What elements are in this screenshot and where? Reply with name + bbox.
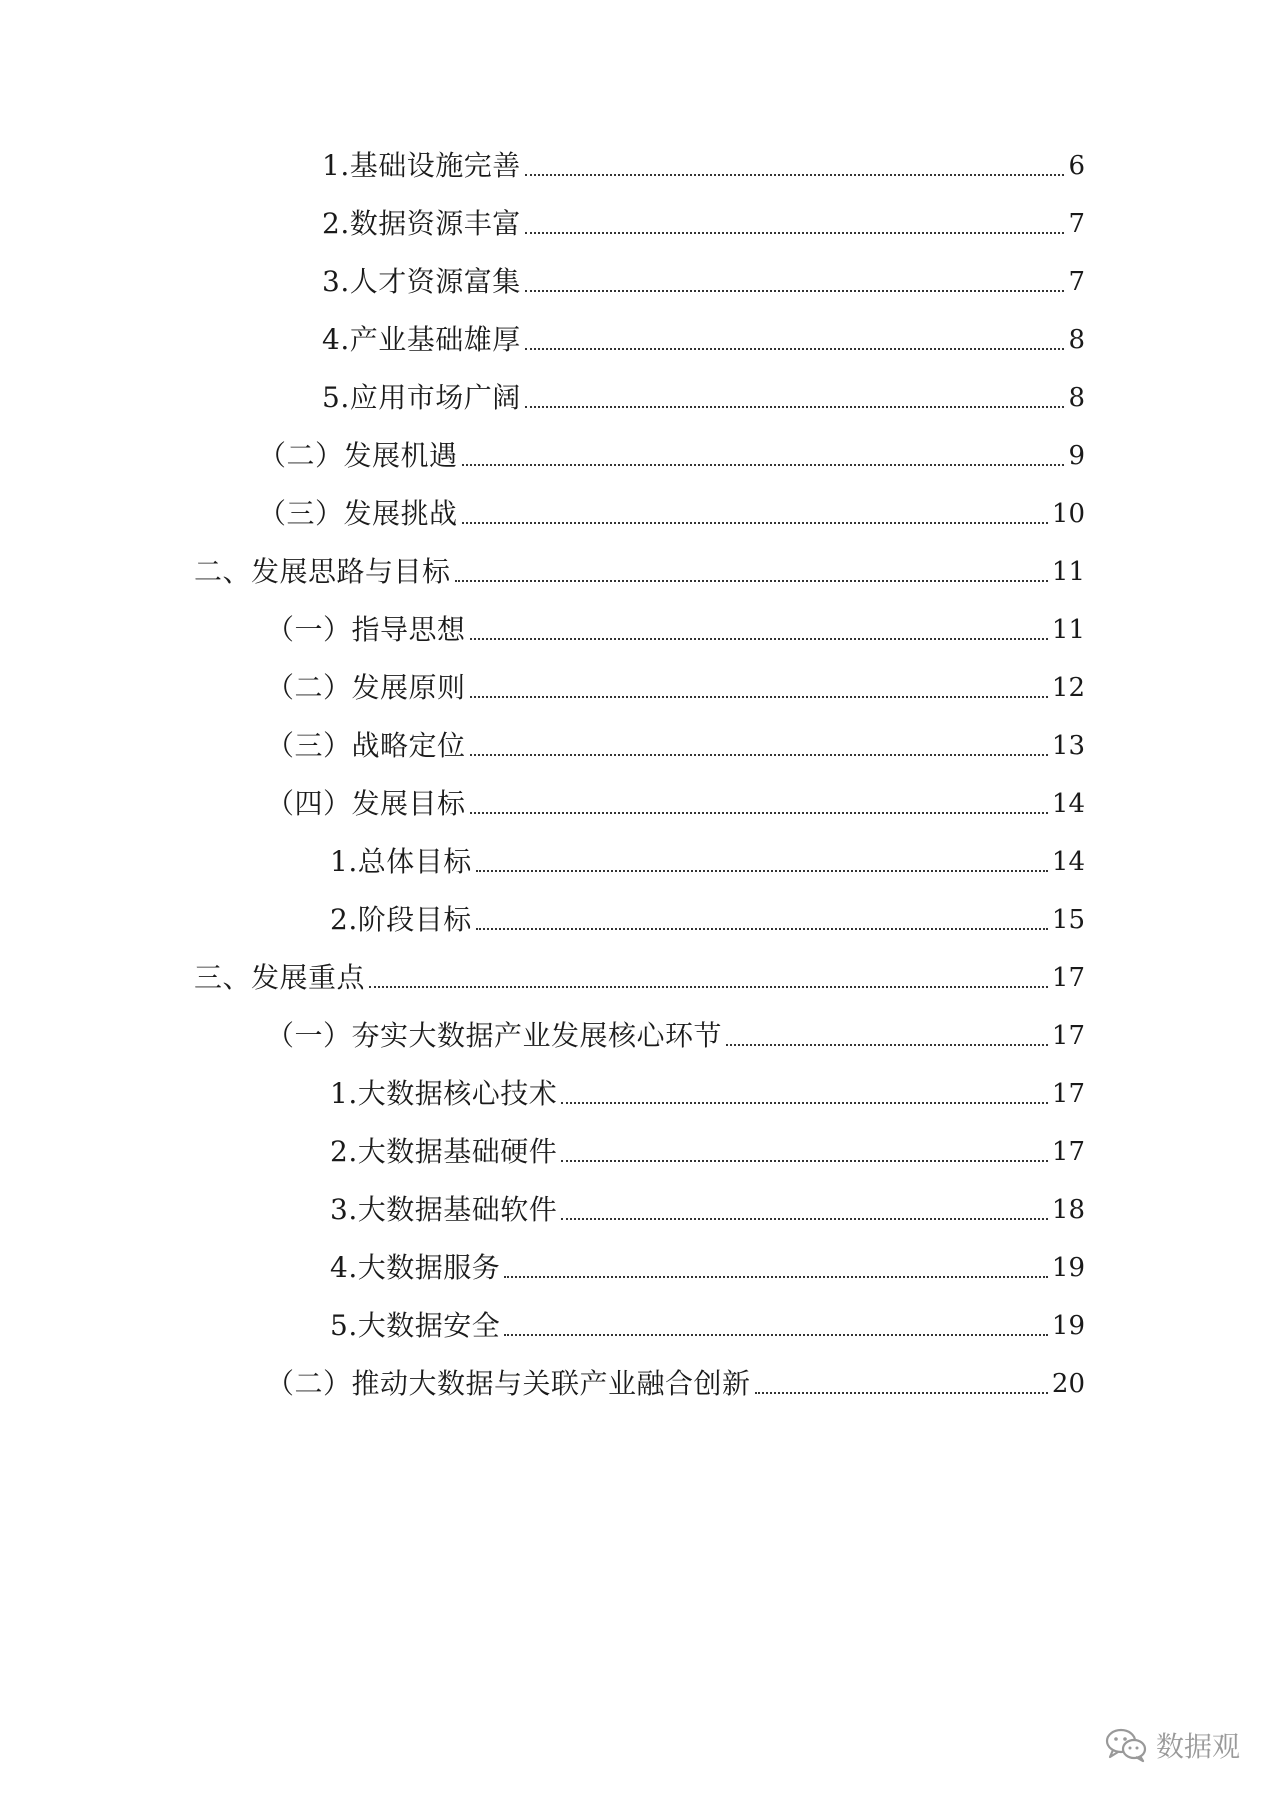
toc-entry[interactable] (0, 1016, 1085, 1056)
toc-entry-label: 1.基础设施完善 (322, 149, 521, 182)
toc-entry-label: （一）指导思想 (266, 613, 466, 646)
toc-leader-dots (561, 1160, 1048, 1162)
toc-entry[interactable] (0, 842, 1085, 882)
toc-entry-page: 18 (1051, 1195, 1085, 1225)
toc-leader-dots (561, 1102, 1048, 1104)
toc-leader-dots (525, 406, 1065, 408)
toc-entry-label: 5.应用市场广阔 (322, 381, 521, 414)
toc-entry-page: 13 (1051, 731, 1085, 761)
toc-entry-page: 15 (1051, 905, 1085, 935)
toc-entry[interactable] (0, 726, 1085, 766)
wechat-icon (1104, 1727, 1148, 1763)
toc-entry-label: （四）发展目标 (266, 787, 466, 820)
toc-leader-dots (470, 638, 1048, 640)
toc-entry-page: 19 (1051, 1311, 1085, 1341)
toc-entry-page: 6 (1068, 151, 1085, 181)
toc-leader-dots (470, 754, 1048, 756)
toc-entry-label: 3.大数据基础软件 (330, 1193, 558, 1226)
toc-entry-label: （二）发展机遇 (258, 439, 458, 472)
toc-entry[interactable] (0, 146, 1085, 186)
toc-leader-dots (476, 870, 1048, 872)
toc-entry-label: （三）战略定位 (266, 729, 466, 762)
toc-entry-label: 二、发展思路与目标 (194, 555, 451, 588)
toc-entry-page: 8 (1068, 383, 1085, 413)
toc-entry-page: 12 (1051, 673, 1085, 703)
toc-entry-label: 3.人才资源富集 (322, 265, 521, 298)
watermark-text: 数据观 (1155, 1730, 1240, 1763)
toc-entry-page: 17 (1051, 963, 1085, 993)
toc-leader-dots (525, 174, 1065, 176)
toc-entry[interactable] (0, 204, 1085, 244)
toc-entry[interactable] (0, 378, 1085, 418)
toc-entry-label: 2.大数据基础硬件 (330, 1135, 558, 1168)
toc-entry[interactable] (0, 1364, 1085, 1404)
toc-entry[interactable] (0, 1132, 1085, 1172)
toc-entry-label: 2.阶段目标 (330, 903, 472, 936)
toc-entry-label: （一）夯实大数据产业发展核心环节 (266, 1019, 723, 1052)
toc-leader-dots (561, 1218, 1048, 1220)
toc-entry-label: （二）推动大数据与关联产业融合创新 (266, 1367, 751, 1400)
toc-entry-label: 4.产业基础雄厚 (322, 323, 521, 356)
toc-entry-label: （三）发展挑战 (258, 497, 458, 530)
toc-entry-page: 11 (1051, 557, 1085, 587)
toc-entry[interactable] (0, 1074, 1085, 1114)
toc-leader-dots (470, 812, 1048, 814)
toc-entry[interactable] (0, 900, 1085, 940)
toc-entry-label: 4.大数据服务 (330, 1251, 501, 1284)
toc-leader-dots (462, 522, 1048, 524)
toc-leader-dots (525, 348, 1065, 350)
toc-entry-label: 1.总体目标 (330, 845, 472, 878)
toc-leader-dots (504, 1334, 1048, 1336)
toc-leader-dots (455, 580, 1048, 582)
toc-entry-label: 5.大数据安全 (330, 1309, 501, 1342)
toc-leader-dots (476, 928, 1048, 930)
toc-entry-page: 11 (1051, 615, 1085, 645)
toc-entry-label: 1.大数据核心技术 (330, 1077, 558, 1110)
toc-entry[interactable] (0, 320, 1085, 360)
toc-entry[interactable] (0, 494, 1085, 534)
toc-entry[interactable] (0, 1306, 1085, 1346)
toc-leader-dots (726, 1044, 1048, 1046)
toc-leader-dots (462, 464, 1065, 466)
toc-entry-label: 三、发展重点 (194, 961, 366, 994)
toc-leader-dots (369, 986, 1048, 988)
toc-entry[interactable] (0, 552, 1085, 592)
toc-leader-dots (525, 290, 1065, 292)
toc-entry[interactable] (0, 1190, 1085, 1230)
toc-leader-dots (755, 1392, 1048, 1394)
toc-entry-label: （二）发展原则 (266, 671, 466, 704)
toc-entry[interactable] (0, 610, 1085, 650)
toc-entry[interactable] (0, 262, 1085, 302)
toc-entry-page: 9 (1068, 441, 1085, 471)
toc-entry-page: 10 (1051, 499, 1085, 529)
toc-entry-label: 2.数据资源丰富 (322, 207, 521, 240)
toc-entry-page: 19 (1051, 1253, 1085, 1283)
toc-entry-page: 7 (1068, 209, 1085, 239)
toc-entry-page: 17 (1051, 1021, 1085, 1051)
toc-leader-dots (525, 232, 1065, 234)
toc-entry[interactable] (0, 1248, 1085, 1288)
toc-entry-page: 14 (1051, 847, 1085, 877)
toc-entry-page: 7 (1068, 267, 1085, 297)
toc-entry[interactable] (0, 436, 1085, 476)
toc-entry[interactable] (0, 958, 1085, 998)
toc-entry-page: 8 (1068, 325, 1085, 355)
toc-entry-page: 20 (1051, 1369, 1085, 1399)
toc-leader-dots (470, 696, 1048, 698)
toc-entry[interactable] (0, 668, 1085, 708)
toc-leader-dots (504, 1276, 1048, 1278)
watermark (1104, 1725, 1240, 1765)
toc-entry-page: 14 (1051, 789, 1085, 819)
toc-entry-page: 17 (1051, 1079, 1085, 1109)
toc-entry-page: 17 (1051, 1137, 1085, 1167)
toc-entry[interactable] (0, 784, 1085, 824)
